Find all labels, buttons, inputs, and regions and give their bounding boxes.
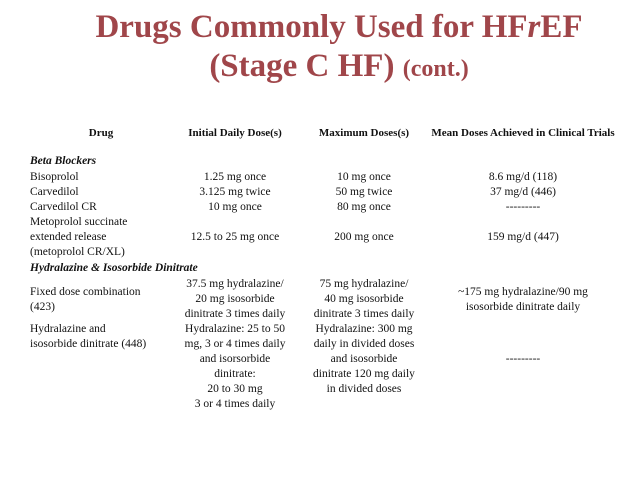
max-hydralazine-isdn-line-4: dinitrate 120 mg daily [313,368,415,380]
mean-fixed-dose-line-2: isosorbide dinitrate daily [465,300,581,313]
max-fixed-dose-line-1: 75 mg hydralazine/ [319,278,409,290]
header-maximum-dose: Maximum Doses(s) [318,126,410,139]
cell-max-hydralazine-isdn [298,322,430,412]
drug-fixed-dose-line-1: Fixed dose combination [30,285,141,298]
max-fixed-dose-line-3: dinitrate 3 times daily [313,308,415,320]
header-drug: Drug [88,126,114,139]
cell-mean-metoprolol: 159 mg/d (447) [487,231,559,243]
max-hydralazine-isdn-line-5: in divided doses [326,383,402,395]
cell-drug-carvedilol-cr: Carvedilol CR [30,201,97,213]
cell-max-metoprolol: 200 mg once [334,231,394,243]
section-row-hydralazine [30,260,616,277]
cell-initial-carvedilol: 3.125 mg twice [199,186,271,198]
drug-dosing-table [30,113,616,412]
section-row-beta-blockers [30,153,616,170]
cell-drug-metoprolol [30,215,172,260]
cell-max-carvedilol: 50 mg twice [335,186,393,198]
title-text-suffix: EF [540,9,583,45]
max-hydralazine-isdn-line-1: Hydralazine: 300 mg [315,323,413,335]
drug-hydralazine-isdn-line-1: Hydralazine and [30,323,106,335]
initial-fixed-dose-line-3: dinitrate 3 times daily [184,308,286,320]
table-header-row [30,113,616,153]
cell-mean-carvedilol: 37 mg/d (446) [490,186,556,198]
drug-metoprolol-line-1: Metoprolol succinate [30,216,128,228]
title-text-italic-r: r [527,9,541,45]
initial-hydralazine-isdn-line-1: Hydralazine: 25 to 50 [185,323,285,335]
max-fixed-dose-line-2: 40 mg isosorbide [324,293,404,305]
cell-initial-hydralazine-isdn [172,322,298,412]
mean-fixed-dose-line-1: ~175 mg hydralazine/90 mg [458,285,588,298]
title-stage-text: (Stage C HF) [209,47,395,84]
title-line-1 [0,8,638,47]
max-hydralazine-isdn-line-2: daily in divided doses [313,338,415,350]
cell-initial-carvedilol-cr: 10 mg once [208,201,262,213]
initial-hydralazine-isdn-line-2: mg, 3 or 4 times daily [184,338,286,350]
title-cont-text: (cont.) [402,55,469,82]
cell-drug-bisoprolol: Bisoprolol [30,171,79,183]
cell-mean-bisoprolol: 8.6 mg/d (118) [488,171,558,183]
drug-fixed-dose-line-2: (423) [30,300,55,313]
drug-metoprolol-line-3: (metoprolol CR/XL) [30,246,125,258]
cell-drug-fixed-dose [30,277,172,322]
drug-hydralazine-isdn-line-2: isosorbide dinitrate (448) [30,338,147,350]
initial-fixed-dose-line-1: 37.5 mg hydralazine/ [186,278,284,290]
section-label-beta-blockers: Beta Blockers [30,155,97,167]
drug-metoprolol-line-2: extended release [30,231,107,243]
title-text-main: Drugs Commonly Used for HF [95,9,528,45]
initial-hydralazine-isdn-line-5: 20 to 30 mg [207,383,263,395]
cell-mean-fixed-dose [430,277,616,322]
initial-hydralazine-isdn-line-4: dinitrate: [214,368,256,380]
table-row [30,185,616,200]
initial-hydralazine-isdn-line-3: and isorsorbide [199,353,271,365]
max-hydralazine-isdn-line-3: and isosorbide [330,353,398,365]
cell-max-carvedilol-cr: 80 mg once [337,201,391,213]
table-row [30,322,616,412]
table-row [30,215,616,260]
table-row [30,277,616,322]
cell-initial-fixed-dose [172,277,298,322]
slide-title [0,8,638,86]
cell-initial-bisoprolol: 1.25 mg once [203,171,267,183]
table-row [30,170,616,185]
cell-mean-carvedilol-cr: --------- [505,201,541,213]
cell-max-fixed-dose [298,277,430,322]
initial-fixed-dose-line-2: 20 mg isosorbide [195,293,275,305]
cell-max-bisoprolol: 10 mg once [337,171,391,183]
initial-hydralazine-isdn-line-6: 3 or 4 times daily [194,398,276,410]
cell-drug-carvedilol: Carvedilol [30,186,79,198]
header-mean-dose: Mean Doses Achieved in Clinical Trials [431,126,615,139]
cell-initial-metoprolol: 12.5 to 25 mg once [190,231,280,243]
cell-drug-hydralazine-isdn [30,322,172,412]
title-line-2 [0,47,638,86]
table-row [30,200,616,215]
cell-mean-hydralazine-isdn: --------- [505,353,541,365]
section-label-hydralazine: Hydralazine & Isosorbide Dinitrate [30,262,198,274]
header-initial-dose: Initial Daily Dose(s) [188,126,282,139]
